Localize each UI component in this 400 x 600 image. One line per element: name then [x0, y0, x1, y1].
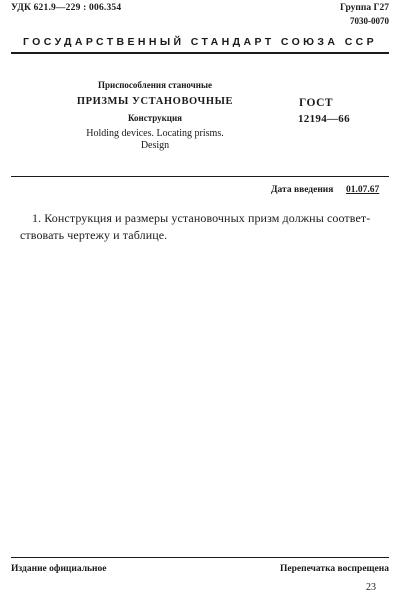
body-paragraph-line1: 1. Конструкция и размеры установочных призм должны соответ- — [32, 211, 371, 225]
official-edition-label: Издание официальное — [11, 564, 107, 574]
effective-date-label: Дата введения — [271, 185, 334, 195]
udk-code: УДК 621.9—229 : 006.354 — [11, 3, 122, 13]
reprint-prohibited-label: Перепечатка воспрещена — [279, 564, 389, 574]
document-title-en-line2: Design — [140, 140, 170, 151]
footer-divider — [11, 557, 389, 558]
group-code: Группа Г27 — [340, 3, 389, 13]
okp-code: 7030-0070 — [350, 16, 389, 26]
gost-number: 12194—66 — [298, 113, 350, 125]
body-paragraph-line2: ствовать чертежу и таблице. — [20, 228, 168, 242]
effective-date-value: 01.07.67 — [346, 185, 380, 195]
gost-label: ГОСТ — [299, 97, 334, 109]
document-title-en: Holding devices. Locating prisms. — [86, 128, 224, 139]
standard-title: ГОСУДАРСТВЕННЫЙ СТАНДАРТ СОЮЗА ССР — [22, 36, 378, 48]
title-divider — [11, 52, 389, 54]
document-subtitle-ru: Приспособления станочные — [98, 80, 212, 90]
document-title-ru: ПРИЗМЫ УСТАНОВОЧНЫЕ — [76, 96, 234, 107]
document-section-ru: Конструкция — [127, 113, 183, 123]
date-divider — [11, 176, 389, 177]
page-number: 23 — [366, 582, 376, 593]
